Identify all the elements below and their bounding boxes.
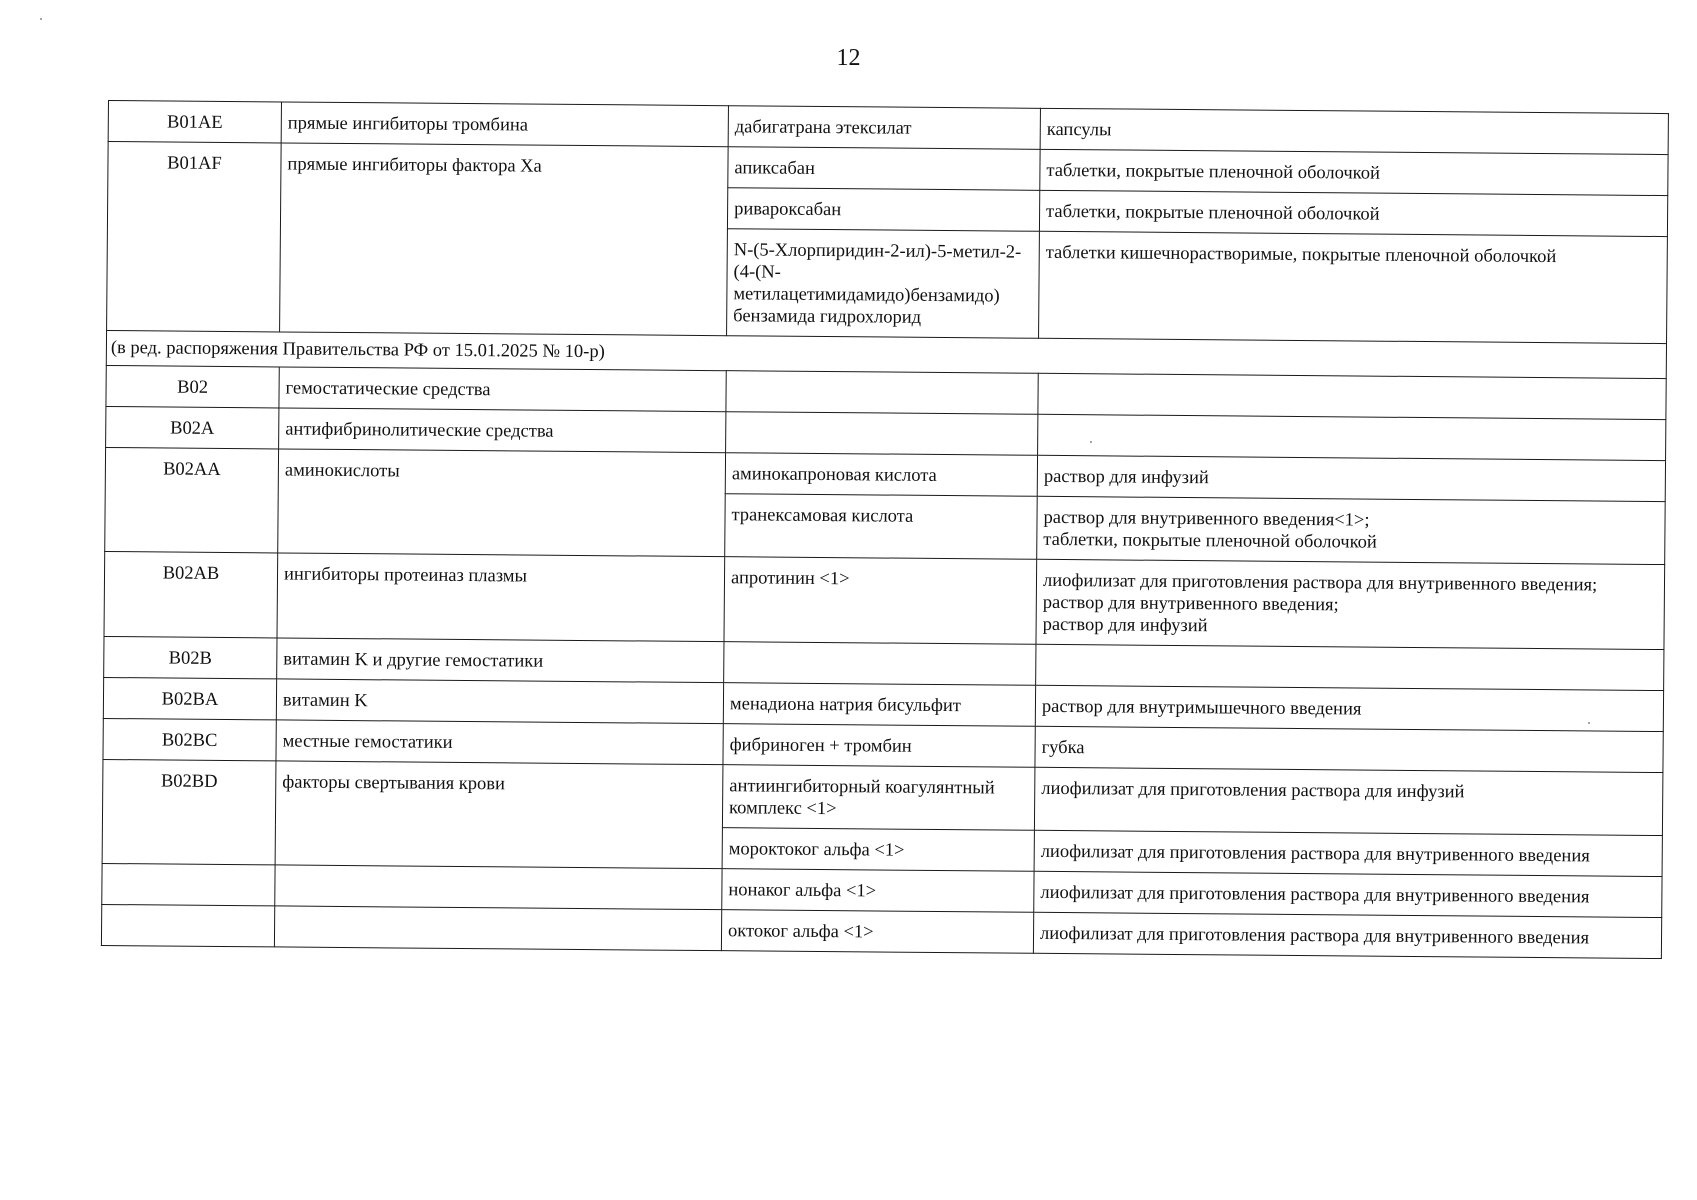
drug-name-cell: апротинин <1> <box>724 557 1037 645</box>
atc-code-cell: B02BC <box>103 718 276 760</box>
atc-code-cell: B02AA <box>105 447 279 552</box>
drug-name-cell: апиксабан <box>728 147 1040 191</box>
group-name-cell <box>275 865 722 910</box>
dosage-form-cell: таблетки кишечнорастворимые, покрытые пленочной оболочкой <box>1039 231 1668 343</box>
group-name-cell: витамин K и другие гемостатики <box>277 638 724 683</box>
page-number: 12 <box>836 45 861 71</box>
atc-code-cell: B02BD <box>102 759 276 864</box>
atc-table-container <box>101 100 1668 959</box>
drug-name-cell: октоког альфа <1> <box>721 910 1033 954</box>
table-row <box>104 551 1665 649</box>
dosage-form-cell: раствор для внутривенного введения<1>; таблетки, покрытые пленочной оболочкой <box>1037 496 1666 564</box>
atc-code-cell: B02 <box>106 365 279 407</box>
dosage-form-cell: лиофилизат для приготовления раствора для внутривенного введения <box>1034 830 1662 876</box>
group-name-cell: факторы свертывания крови <box>275 761 723 869</box>
drug-name-cell: нонаког альфа <1> <box>722 869 1034 913</box>
dosage-form-cell: раствор для внутримышечного введения <box>1035 685 1663 731</box>
scan-speck <box>40 18 42 20</box>
group-name-cell: витамин K <box>276 679 723 724</box>
scan-speck <box>1588 722 1590 724</box>
drug-name-cell: аминокапроновая кислота <box>725 453 1037 497</box>
revision-note: (в ред. распоряжения Правительства РФ от 15.01.2025 № 10-р) <box>106 330 1666 378</box>
atc-code-cell: B01AE <box>108 101 281 143</box>
atc-code-cell <box>102 863 275 905</box>
drug-name-cell: транексамовая кислота <box>725 494 1038 560</box>
atc-code-cell: B02BA <box>103 677 276 719</box>
dosage-form-cell <box>1038 373 1666 419</box>
atc-table-body <box>101 101 1668 959</box>
group-name-cell <box>274 906 721 951</box>
atc-code-cell: B01AF <box>107 142 282 332</box>
drug-name-cell: ривароксабан <box>727 188 1039 232</box>
drug-name-cell <box>724 642 1036 686</box>
dosage-form-cell: капсулы <box>1040 108 1668 154</box>
group-name-cell: прямые ингибиторы фактора Ха <box>280 143 729 336</box>
drug-name-cell: менадиона натрия бисульфит <box>723 683 1035 727</box>
drug-name-cell <box>726 371 1038 415</box>
group-name-cell: аминокислоты <box>278 449 726 557</box>
drug-name-cell <box>726 412 1038 456</box>
group-name-cell: антифибринолитические средства <box>279 408 726 453</box>
scan-speck <box>1090 441 1092 443</box>
atc-code-cell: B02B <box>104 636 277 678</box>
dosage-form-cell: лиофилизат для приготовления раствора для внутривенного введения <box>1034 871 1662 917</box>
drug-name-cell: мороктоког альфа <1> <box>722 828 1034 872</box>
atc-code-cell: B02A <box>106 406 279 448</box>
dosage-form-cell: таблетки, покрытые пленочной оболочкой <box>1040 149 1668 195</box>
group-name-cell: прямые ингибиторы тромбина <box>281 102 728 147</box>
drug-name-cell: дабигатрана этексилат <box>728 106 1040 150</box>
group-name-cell: местные гемостатики <box>276 720 723 765</box>
drug-name-cell: фибриноген + тромбин <box>723 724 1035 768</box>
group-name-cell: ингибиторы протеиназ плазмы <box>277 553 725 642</box>
dosage-form-cell: лиофилизат для приготовления раствора для внутривенного введения; раствор для внутривенного введения; раствор для инфузий <box>1036 559 1665 649</box>
dosage-form-cell: раствор для инфузий <box>1037 455 1665 501</box>
dosage-form-cell: лиофилизат для приготовления раствора для инфузий <box>1034 767 1663 835</box>
dosage-form-cell <box>1036 644 1664 690</box>
atc-code-cell <box>101 904 274 946</box>
dosage-form-cell <box>1038 414 1666 460</box>
dosage-form-cell: таблетки, покрытые пленочной оболочкой <box>1039 190 1667 236</box>
group-name-cell: гемостатические средства <box>279 367 726 412</box>
atc-code-cell: B02AB <box>104 551 278 637</box>
table-row <box>102 759 1662 835</box>
atc-classification-table <box>101 100 1669 959</box>
dosage-form-cell: лиофилизат для приготовления раствора для внутривенного введения <box>1033 912 1661 958</box>
drug-name-cell: антиингибиторный коагулянтный комплекс <1> <box>722 765 1035 831</box>
dosage-form-cell: губка <box>1035 726 1663 772</box>
drug-name-cell: N-(5-Хлорпиридин-2-ил)-5-метил-2-(4-(N-метилацетимидамидо)бензамидо) бензамида гидрохлорид <box>727 229 1040 339</box>
